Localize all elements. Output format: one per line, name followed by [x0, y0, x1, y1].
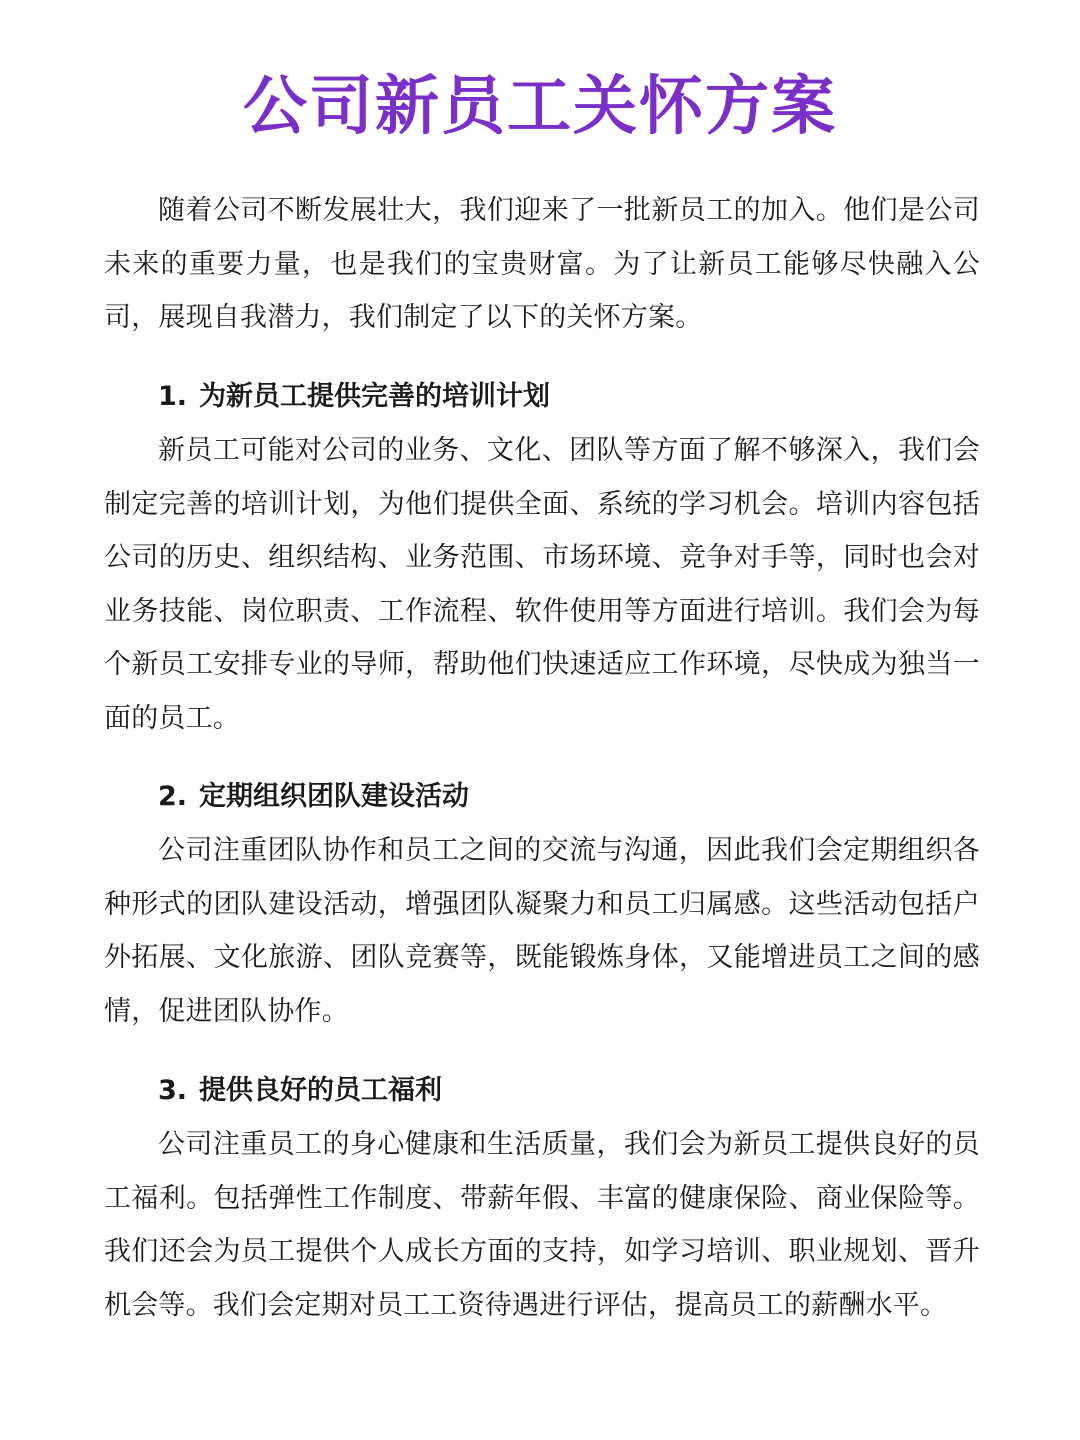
section-number: 2.: [158, 781, 188, 812]
section-body-3: 公司注重员工的身心健康和生活质量，我们会为新员工提供良好的员工福利。包括弹性工作制度、带薪年假、丰富的健康保险、商业保险等。我们还会为员工提供个人成长方面的支持，如学习培训、职业规划、晋升机会等。我们会定期对员工工资待遇进行评估，提高员工的薪酬水平。: [104, 1129, 980, 1321]
section-body-1: 新员工可能对公司的业务、文化、团队等方面了解不够深入，我们会制定完善的培训计划，为他们提供全面、系统的学习机会。培训内容包括公司的历史、组织结构、业务范围、市场环境、竞争对手等，同时也会对业务技能、岗位职责、工作流程、软件使用等方面进行培训。我们会为每个新员工安排专业的导师，帮助他们快速适应工作环境，尽快成为独当一面的员工。: [104, 435, 980, 734]
section-heading-2: [158, 777, 978, 817]
section-heading-text: 为新员工提供完善的培训计划: [199, 381, 551, 412]
section-heading-3: [158, 1071, 978, 1111]
section-body-2: 公司注重团队协作和员工之间的交流与沟通，因此我们会定期组织各种形式的团队建设活动，增强团队凝聚力和员工归属感。这些活动包括户外拓展、文化旅游、团队竞赛等，既能锻炼身体，又能增进员工之间的感情，促进团队协作。: [104, 835, 980, 1027]
section-heading-text: 提供良好的员工福利: [199, 1075, 443, 1106]
section-number: 3.: [158, 1075, 188, 1106]
intro-paragraph: 随着公司不断发展壮大，我们迎来了一批新员工的加入。他们是公司未来的重要力量，也是我们的宝贵财富。为了让新员工能够尽快融入公司，展现自我潜力，我们制定了以下的关怀方案。: [104, 195, 980, 333]
section-heading-text: 定期组织团队建设活动: [199, 781, 470, 812]
document-title: 公司新员工关怀方案: [243, 70, 837, 144]
section-number: 1.: [158, 381, 188, 412]
section-heading-1: [158, 377, 978, 417]
